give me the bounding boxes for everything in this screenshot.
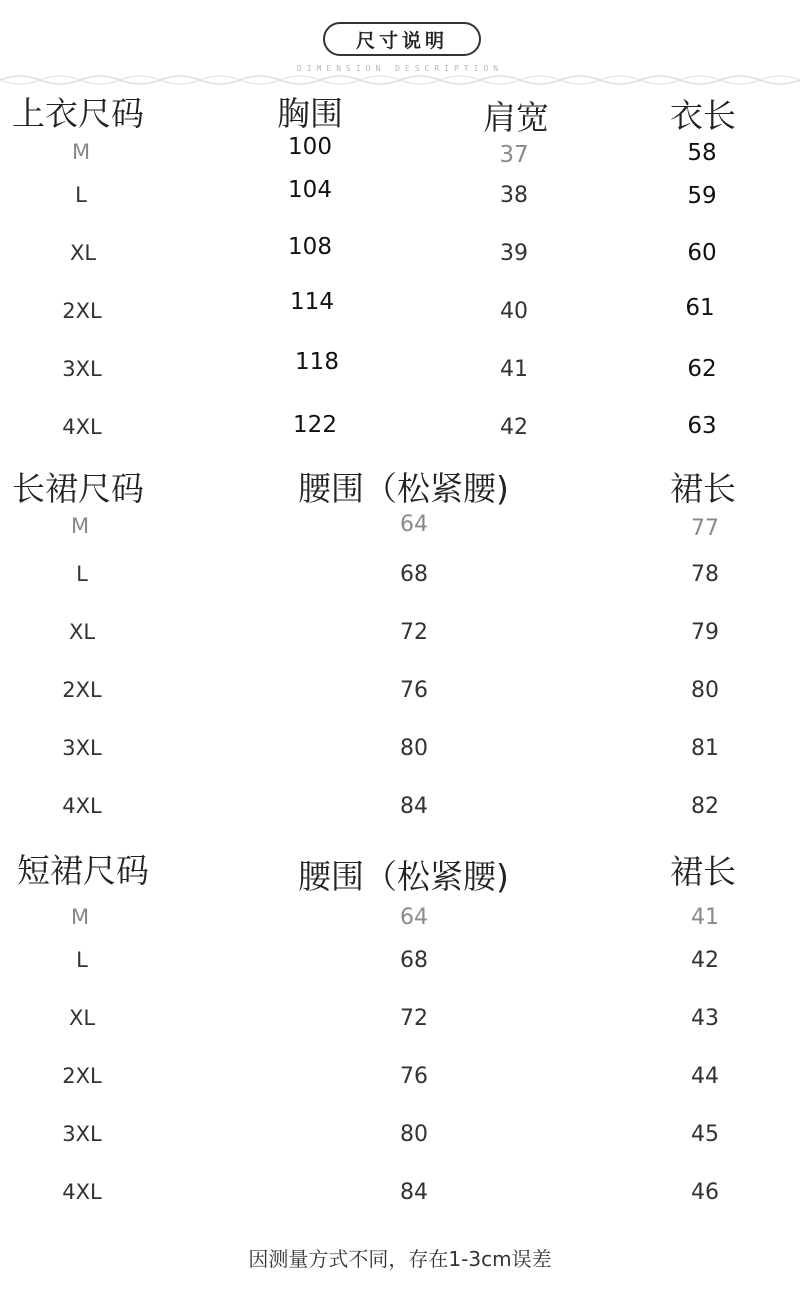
table-cell: 80 [691, 678, 719, 703]
table-cell: 44 [691, 1064, 719, 1089]
column-header: 胸围 [277, 94, 343, 133]
table-cell: 37 [499, 142, 529, 168]
table-cell: 64 [400, 512, 428, 537]
table-cell: 104 [288, 177, 332, 203]
table-cell: 79 [691, 620, 719, 645]
table-cell: 122 [293, 412, 337, 438]
table-cell: 59 [687, 183, 717, 209]
table-cell: 76 [400, 1064, 428, 1089]
size-label: 4XL [62, 415, 102, 439]
table-cell: 42 [691, 948, 719, 973]
size-label: L [75, 183, 87, 207]
column-header: 裙长 [670, 852, 736, 891]
size-label: M [70, 905, 90, 929]
section-heading: 长裙尺码 [12, 469, 144, 508]
table-cell: 63 [687, 413, 717, 439]
size-label: 2XL [62, 678, 102, 702]
size-label: 3XL [62, 736, 102, 760]
size-label: XL [68, 1006, 96, 1030]
size-label: 4XL [62, 1180, 102, 1204]
measurement-note: 因测量方式不同，存在1-3cm误差 [248, 1247, 552, 1271]
table-cell: 64 [400, 905, 428, 930]
table-cell: 62 [687, 356, 717, 382]
table-cell: 114 [290, 289, 334, 315]
table-cell: 42 [500, 415, 528, 440]
table-cell: 39 [500, 241, 528, 266]
size-label: L [76, 562, 88, 586]
section-heading: 上衣尺码 [12, 94, 144, 133]
table-cell: 45 [691, 1122, 719, 1147]
wave-divider [0, 58, 800, 88]
table-cell: 72 [400, 620, 428, 645]
size-label: M [70, 514, 90, 538]
table-cell: 76 [400, 678, 428, 703]
size-label: 4XL [62, 794, 102, 818]
table-cell: 80 [400, 736, 428, 761]
size-label: XL [69, 241, 97, 265]
table-cell: 82 [691, 794, 719, 819]
table-cell: 72 [400, 1006, 428, 1031]
table-cell: 81 [691, 736, 719, 761]
size-label: 2XL [62, 1064, 102, 1088]
table-cell: 108 [288, 234, 332, 260]
size-label: M [71, 140, 91, 164]
table-cell: 68 [400, 948, 428, 973]
table-cell: 46 [691, 1180, 719, 1205]
table-cell: 118 [295, 349, 339, 375]
table-cell: 43 [691, 1006, 719, 1031]
table-cell: 60 [687, 240, 717, 266]
table-cell: 78 [691, 562, 719, 587]
size-label: XL [68, 620, 96, 644]
size-label: L [76, 948, 88, 972]
column-header: 腰围（松紧腰) [298, 469, 509, 508]
table-cell: 40 [500, 299, 528, 324]
table-cell: 41 [691, 905, 719, 930]
table-cell: 100 [288, 134, 332, 160]
section-heading: 短裙尺码 [17, 851, 149, 890]
size-label: 3XL [62, 357, 102, 381]
column-header: 腰围（松紧腰) [298, 857, 509, 896]
size-label: 2XL [62, 299, 102, 323]
table-cell: 84 [400, 794, 428, 819]
table-cell: 41 [500, 357, 528, 382]
size-label: 3XL [62, 1122, 102, 1146]
table-cell: 58 [687, 140, 717, 166]
table-cell: 77 [691, 516, 719, 541]
table-cell: 38 [500, 183, 528, 208]
table-cell: 61 [685, 295, 715, 321]
column-header: 肩宽 [483, 98, 549, 137]
page-title: 尺寸说明 [323, 22, 481, 56]
page-subtitle: DIMENSION DESCRIPTION [0, 64, 800, 73]
table-cell: 68 [400, 562, 428, 587]
column-header: 裙长 [670, 469, 736, 508]
column-header: 衣长 [670, 96, 736, 135]
table-cell: 84 [400, 1180, 428, 1205]
table-cell: 80 [400, 1122, 428, 1147]
